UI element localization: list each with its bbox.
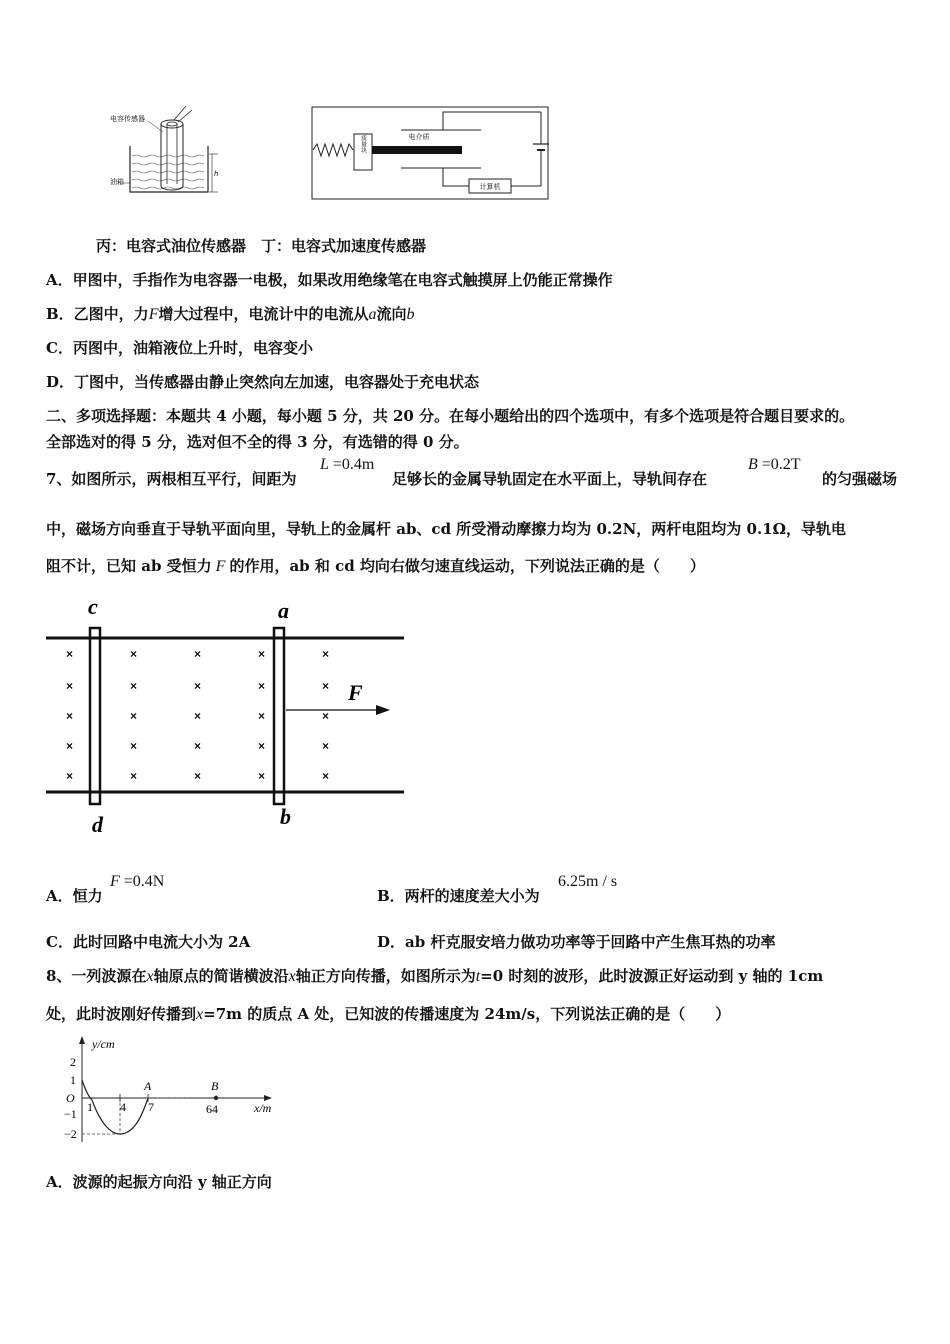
label-a: a <box>278 598 289 623</box>
tick-x4: 4 <box>120 1100 126 1114</box>
q6-option-d: D．丁图中，当传感器由静止突然向左加速，电容器处于充电状态 <box>46 373 480 391</box>
oil-tank-label: 油箱 <box>110 178 124 186</box>
rod-ab <box>274 628 284 804</box>
magnetic-field-cross: × <box>66 709 74 723</box>
magnetic-field-cross: × <box>258 647 266 661</box>
rails-figure <box>40 596 410 840</box>
label-c: c <box>88 596 98 619</box>
magnetic-field-cross: × <box>258 709 266 723</box>
q7-option-b-value: 6.25m / s <box>558 873 618 890</box>
magnetic-field-cross: × <box>66 739 74 753</box>
q7-option-a: A．恒力 <box>46 887 103 905</box>
magnetic-field-cross: × <box>130 739 138 753</box>
dielectric-label: 电介质 <box>408 133 430 141</box>
magnetic-field-cross: × <box>194 739 202 753</box>
graph-xlabel: x/m <box>254 1101 272 1115</box>
label-force: F <box>348 680 363 705</box>
q7-option-b: B．两杆的速度差大小为 <box>377 887 540 905</box>
q7-distance: L =0.4m <box>320 456 375 473</box>
q8-line2: 处，此时波刚好传播到x=7m 的质点 A 处，已知波的传播速度为 24m/s，下列说法正确的是（ ） <box>46 1005 731 1023</box>
q8-line1: 8、一列波源在x轴原点的简谐横波沿x轴正方向传播，如图所示为t=0 时刻的波形，此时波源正好运动到 y 轴的 1cm <box>46 967 824 985</box>
q6-option-a: A．甲图中，手指作为电容器一电极，如果改用绝缘笔在电容式触摸屏上仍能正常操作 <box>46 271 613 289</box>
q6-option-c: C．丙图中，油箱液位上升时，电容变小 <box>46 339 313 357</box>
magnetic-field-cross: × <box>258 679 266 693</box>
magnetic-field-cross: × <box>130 647 138 661</box>
magnetic-field-cross: × <box>130 769 138 783</box>
acceleration-sensor-figure <box>311 106 551 202</box>
tick-x7: 7 <box>148 1100 154 1114</box>
label-b: b <box>280 804 291 829</box>
q7-field: B =0.2T <box>748 456 801 473</box>
magnetic-field-cross: × <box>322 647 330 661</box>
section2-line1: 二、多项选择题：本题共 4 小题，每小题 5 分，共 20 分。在每小题给出的四个选项中，有多个选项是符合题目要求的。 <box>46 407 855 425</box>
magnetic-field-cross: × <box>194 769 202 783</box>
wave-graph <box>56 1036 286 1146</box>
computer-label: 计算机 <box>479 183 501 191</box>
magnetic-field-cross: × <box>130 679 138 693</box>
magnetic-field-cross: × <box>194 647 202 661</box>
magnetic-field-cross: × <box>194 679 202 693</box>
q8-option-a: A．波源的起振方向沿 y 轴正方向 <box>46 1173 272 1191</box>
tick-x64: 64 <box>206 1102 218 1116</box>
tick-y1: 1 <box>70 1073 76 1087</box>
tick-x1: 1 <box>87 1100 93 1114</box>
figure-caption: 丙：电容式油位传感器 丁：电容式加速度传感器 <box>96 237 427 255</box>
rod-cd <box>90 628 100 804</box>
magnetic-field-cross: × <box>322 709 330 723</box>
section2-line2: 全部选对的得 5 分，选对但不全的得 3 分，有选错的得 0 分。 <box>46 433 469 451</box>
sensor-label: 电容传感器 <box>110 115 145 123</box>
q7-line3: 阻不计，已知 ab 受恒力 F 的作用，ab 和 cd 均向右做匀速直线运动，下列说法正确的是（ ） <box>46 557 705 575</box>
magnetic-field-cross: × <box>66 769 74 783</box>
q7-line1-end: 的匀强磁场 <box>822 470 898 488</box>
q6-option-b: B．乙图中，力F增大过程中，电流计中的电流从a流向b <box>46 305 415 323</box>
magnetic-field-cross: × <box>258 769 266 783</box>
label-d: d <box>92 812 103 837</box>
q7-option-c: C．此时回路中电流大小为 2A <box>46 933 251 951</box>
tick-y2: 2 <box>70 1055 76 1069</box>
q7-option-d: D．ab 杆克服安培力做功功率等于回路中产生焦耳热的功率 <box>377 933 776 951</box>
tick-ym1: −1 <box>64 1107 77 1121</box>
height-label: h <box>214 170 219 178</box>
point-a-label: A <box>144 1079 152 1093</box>
magnetic-field-cross: × <box>194 709 202 723</box>
q7-line2: 中，磁场方向垂直于导轨平面向里，导轨上的金属杆 ab、cd 所受滑动摩擦力均为 0.2N，两杆电阻均为 0.1Ω，导轨电 <box>46 520 846 538</box>
oil-level-sensor-figure <box>108 104 238 204</box>
magnetic-field-cross: × <box>130 709 138 723</box>
tick-ym2: −2 <box>64 1127 77 1141</box>
magnetic-field-cross: × <box>322 739 330 753</box>
mass-label: 质量块 <box>359 135 367 153</box>
graph-ylabel: y/cm <box>92 1037 115 1051</box>
magnetic-field-cross: × <box>322 769 330 783</box>
q7-line1-mid: 足够长的金属导轨固定在水平面上，导轨间存在 <box>392 470 708 488</box>
magnetic-field-cross: × <box>66 647 74 661</box>
tick-origin: O <box>66 1091 75 1105</box>
magnetic-field-cross: × <box>258 739 266 753</box>
q7-option-a-value: F =0.4N <box>110 873 165 890</box>
magnetic-field-cross: × <box>66 679 74 693</box>
magnetic-field-cross: × <box>322 679 330 693</box>
point-b-label: B <box>211 1079 219 1093</box>
q7-line1: 7、如图所示，两根相互平行，间距为 <box>46 470 297 488</box>
